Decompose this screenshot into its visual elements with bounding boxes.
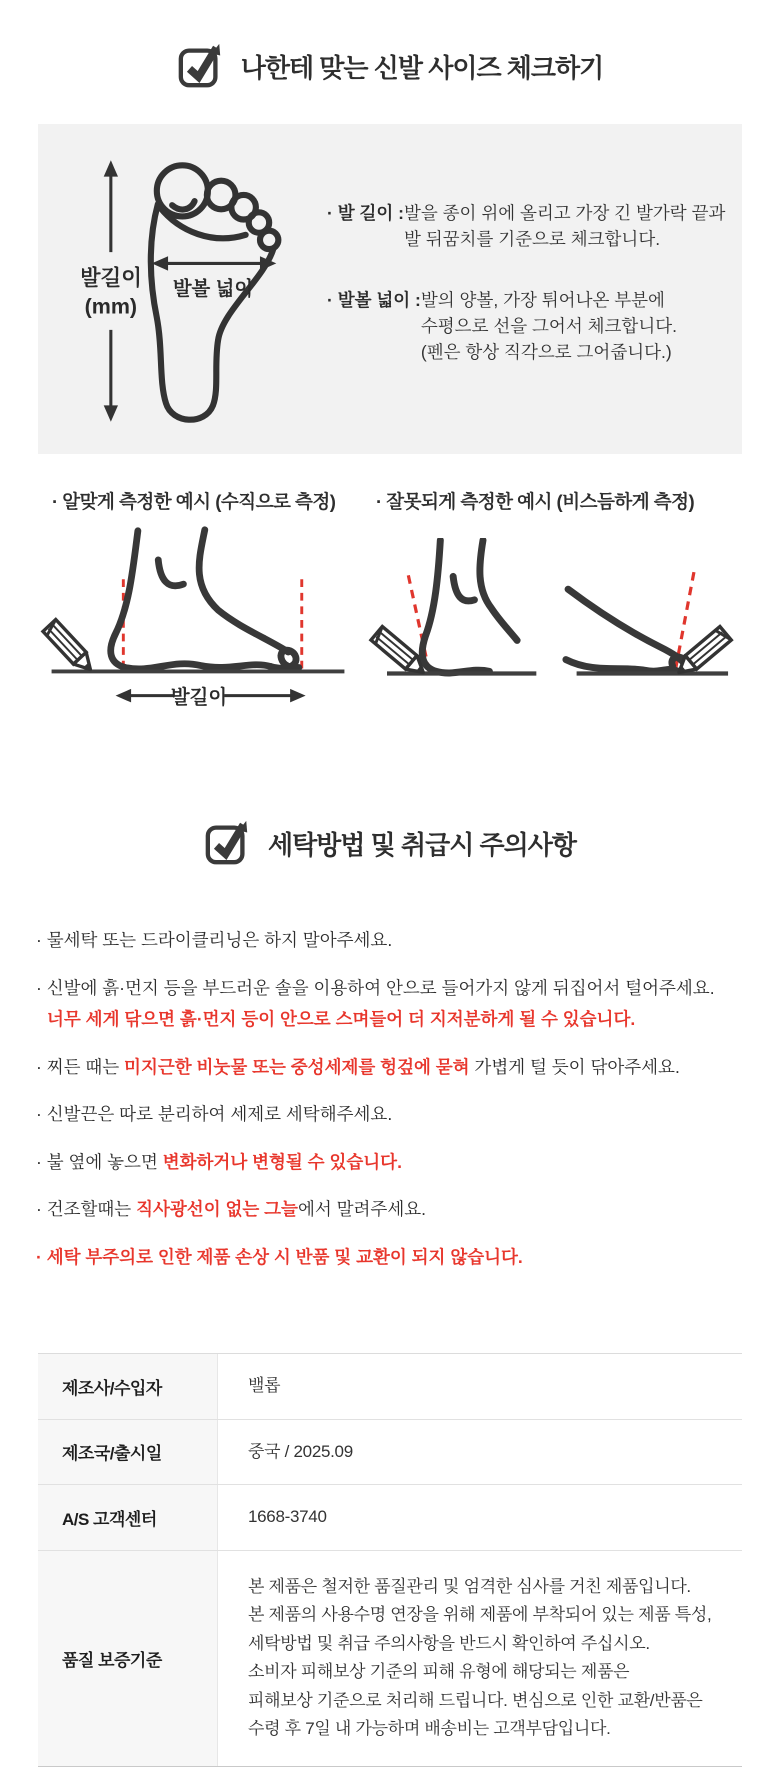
care-text: · 건조할때는 (36, 1199, 137, 1219)
care-section-heading: 세탁방법 및 취급시 주의사항 (267, 829, 577, 860)
checkbox-check-icon (177, 42, 225, 90)
foot-toe-wrong-diagram (560, 538, 750, 698)
table-row (38, 1420, 742, 1486)
foot-length-label: 발길이 (82, 265, 142, 290)
care-text: 가볍게 털 듯이 닦아주세요. (469, 1056, 680, 1077)
care-warning-text: · 세탁 부주의로 인한 제품 손상 시 반품 및 교환이 되지 않습니다. (36, 1246, 523, 1267)
care-instruction (36, 1194, 750, 1226)
instruction-line: 발을 종이 위에 올리고 가장 긴 발가락 끝과 (403, 203, 726, 223)
care-instruction (36, 973, 750, 1036)
foot-length-caption: 발길이 (170, 686, 228, 709)
care-text: · 불 옆에 놓으면 (36, 1151, 163, 1172)
row-value-line: 소비자 피해보상 기준의 피해 유형에 해당되는 제품은 (248, 1662, 630, 1682)
row-label: 제조사/수입자 (38, 1354, 218, 1419)
product-info-table (38, 1353, 742, 1767)
instruction-line: 발의 양볼, 가장 튀어나온 부분에 (420, 289, 665, 310)
table-row (38, 1485, 742, 1551)
foot-length-instruction (327, 200, 725, 253)
care-instruction (36, 1147, 750, 1179)
row-value-line: 세탁방법 및 취급 주의사항을 반드시 확인하여 주십시오. (248, 1633, 650, 1653)
care-text: · 신발끈은 따로 분리하여 세제로 세탁해주세요. (36, 1104, 393, 1124)
care-warning-text: 너무 세게 닦으면 흙·먼지 등이 안으로 스며들어 더 지저분하게 될 수 있습니다. (47, 1009, 636, 1029)
foot-heel-wrong-diagram (364, 538, 554, 698)
row-value-line: 본 제품의 사용수명 연장을 위해 제품에 부착되어 있는 제품 특성, (248, 1605, 712, 1625)
quality-warranty-text (218, 1551, 742, 1766)
foot-side-correct-diagram (38, 522, 364, 723)
table-row (38, 1354, 742, 1420)
row-label: A/S 고객센터 (38, 1485, 218, 1550)
care-instruction (36, 925, 750, 957)
size-section-heading: 나한테 맞는 신발 사이즈 체크하기 (240, 52, 604, 83)
care-warning-text: 직사광선이 없는 그늘 (136, 1199, 298, 1219)
wrong-example-title: · 잘못되게 측정한 예시 (비스듬하게 측정) (376, 491, 695, 512)
correct-example-title: · 알맞게 측정한 예시 (수직으로 측정) (52, 491, 336, 512)
care-section-title (0, 819, 780, 867)
foot-length-unit: (mm) (84, 294, 138, 319)
care-warning-text: 미지근한 비눗물 또는 중성세제를 헝겊에 묻혀 (124, 1056, 470, 1077)
row-value-line: 본 제품은 철저한 품질관리 및 엄격한 심사를 거친 제품입니다. (248, 1576, 691, 1596)
row-label: 품질 보증기준 (38, 1551, 218, 1766)
foot-profile-outline (111, 530, 299, 669)
care-instruction (36, 1052, 750, 1084)
care-text: · 찌든 때는 (36, 1056, 125, 1077)
foot-length-term: · 발 길이 : (327, 203, 404, 223)
size-section-title (0, 42, 780, 90)
row-value: 밸롭 (248, 1376, 281, 1395)
row-label: 제조국/출시일 (38, 1420, 218, 1485)
row-value: 중국 / 2025.09 (248, 1441, 353, 1461)
care-warning-text: 변화하거나 변형될 수 있습니다. (162, 1151, 402, 1172)
instruction-line: (펜은 항상 직각으로 그어줍니다.) (420, 342, 672, 362)
foot-width-label: 발볼 넓이 (172, 278, 254, 301)
care-instruction-list (36, 925, 750, 1273)
foot-width-term: · 발볼 넓이 : (327, 289, 421, 310)
checkbox-check-icon (204, 819, 252, 867)
row-value-line: 수령 후 7일 내 가능하며 배송비는 고객부담입니다. (248, 1719, 611, 1739)
measurement-guide-box (38, 124, 742, 454)
care-text: 에서 말려주세요. (297, 1199, 427, 1219)
instruction-line: 수평으로 선을 그어서 체크합니다. (420, 315, 677, 336)
foot-width-instruction (327, 287, 725, 366)
care-text: · 신발에 흙·먼지 등을 부드러운 솔을 이용하여 안으로 들어가지 않게 뒤집어서 털어주세요. (36, 977, 715, 998)
instruction-line: 발 뒤꿈치를 기준으로 체크합니다. (403, 229, 661, 250)
care-text: · 물세탁 또는 드라이클리닝은 하지 말아주세요. (36, 930, 393, 950)
table-row (38, 1551, 742, 1767)
care-instruction (36, 1242, 750, 1274)
row-value-line: 피해보상 기준으로 처리해 드립니다. 변심으로 인한 교환/반품은 (248, 1690, 703, 1710)
row-value: 1668-3740 (248, 1507, 327, 1527)
care-instruction (36, 1099, 750, 1131)
foot-sole-diagram (82, 148, 297, 434)
pencil-icon (43, 620, 97, 676)
measurement-instructions (297, 148, 725, 434)
